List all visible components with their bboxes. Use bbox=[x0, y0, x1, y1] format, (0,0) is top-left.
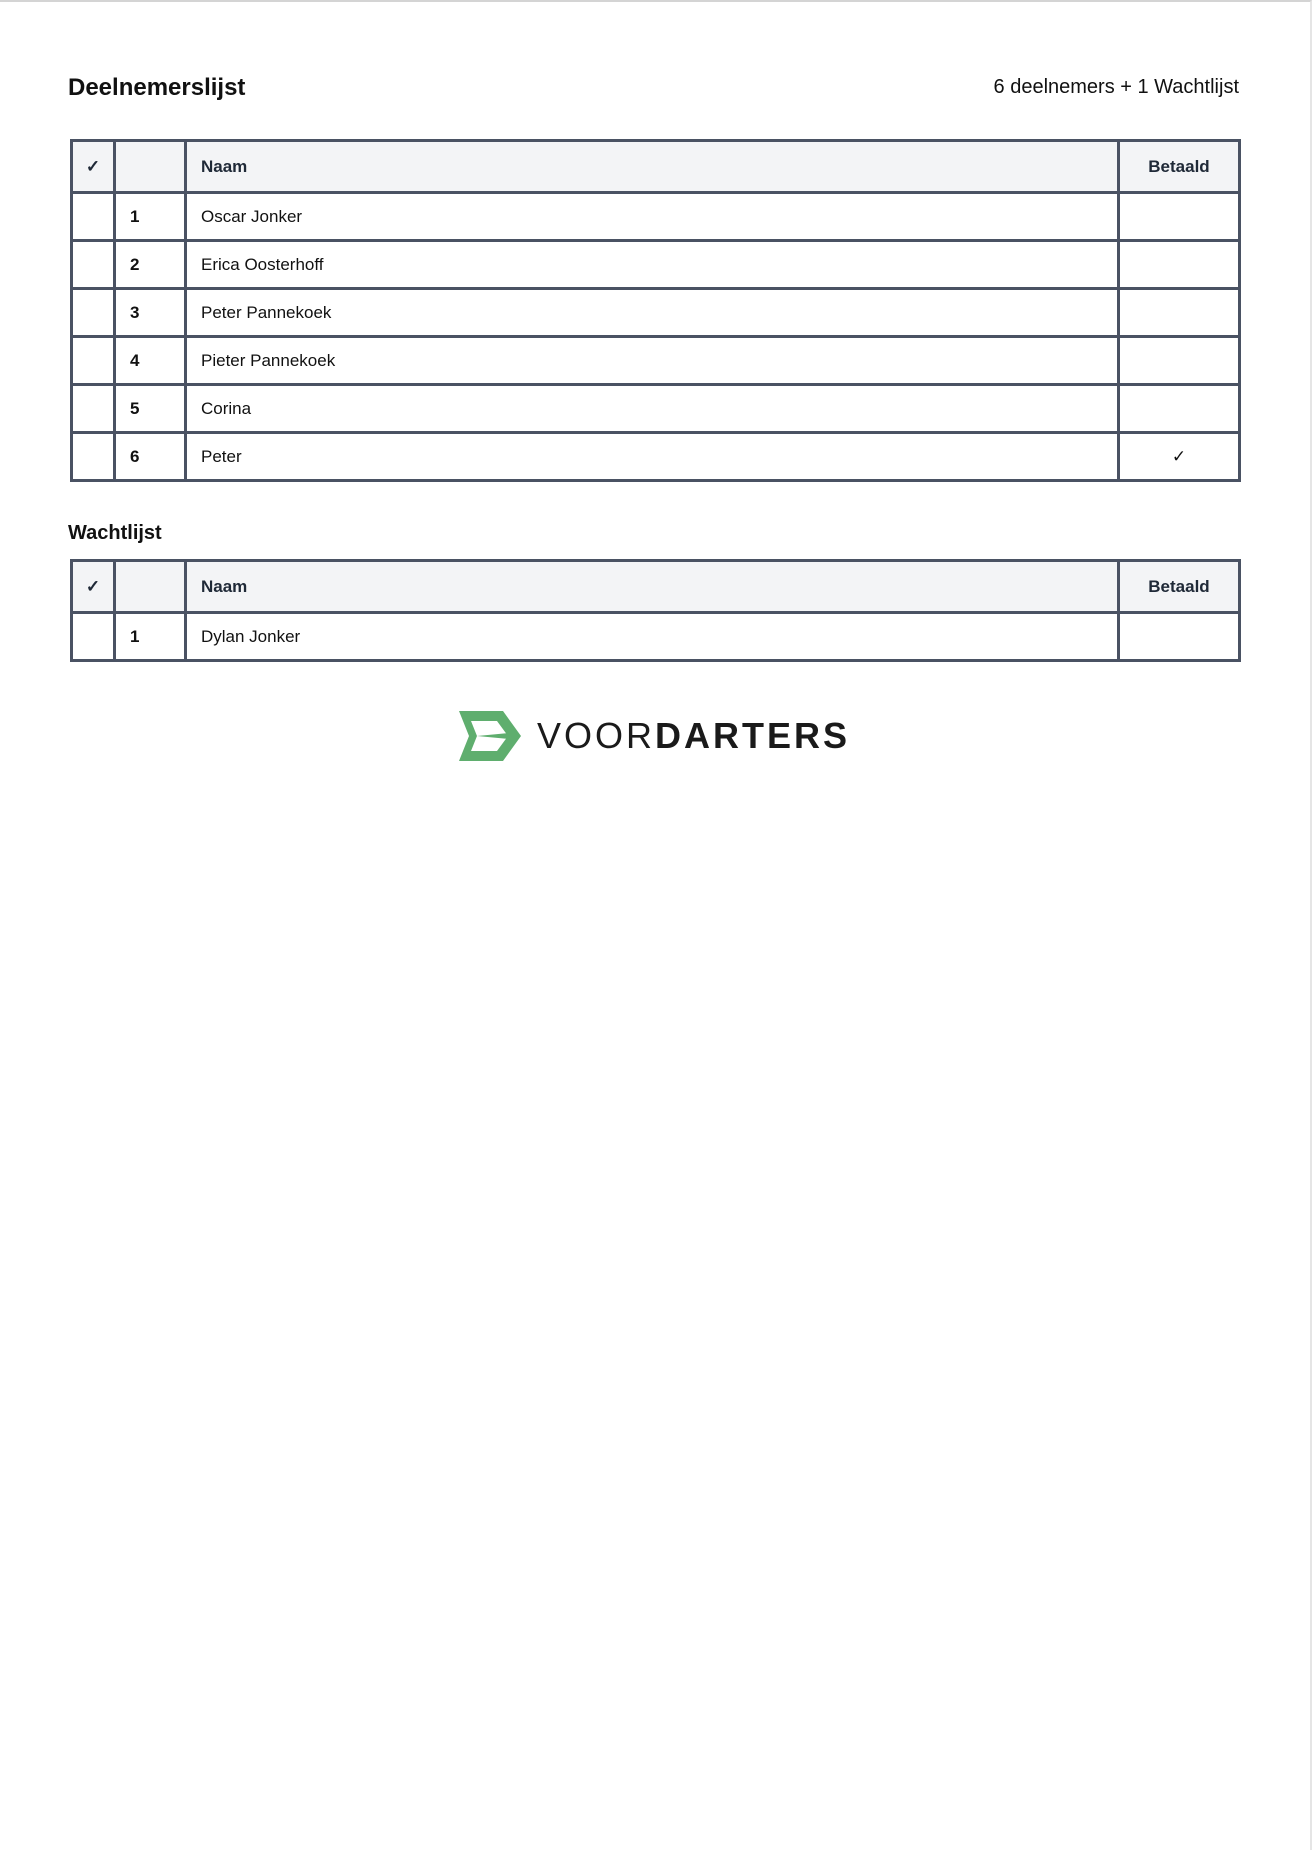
number-column-header bbox=[115, 561, 186, 613]
page-title: Deelnemerslijst bbox=[68, 74, 246, 101]
name-cell: Erica Oosterhoff bbox=[186, 241, 1119, 289]
name-cell: Dylan Jonker bbox=[186, 613, 1119, 661]
name-column-header: Naam bbox=[186, 141, 1119, 193]
number-cell: 5 bbox=[115, 385, 186, 433]
logo-text-bold: DARTERS bbox=[655, 715, 851, 756]
logo-text bbox=[537, 715, 850, 757]
check-cell bbox=[72, 337, 115, 385]
number-cell: 2 bbox=[115, 241, 186, 289]
table-row bbox=[72, 613, 1240, 661]
check-cell bbox=[72, 385, 115, 433]
check-column-header: ✓ bbox=[72, 141, 115, 193]
waitlist-table bbox=[70, 559, 1241, 662]
check-cell bbox=[72, 289, 115, 337]
number-cell: 1 bbox=[115, 193, 186, 241]
table-row bbox=[72, 337, 1240, 385]
check-column-header: ✓ bbox=[72, 561, 115, 613]
paid-cell bbox=[1119, 337, 1240, 385]
name-column-header: Naam bbox=[186, 561, 1119, 613]
name-cell: Peter bbox=[186, 433, 1119, 481]
paid-cell bbox=[1119, 289, 1240, 337]
dart-logo-icon bbox=[457, 709, 523, 763]
paid-cell bbox=[1119, 241, 1240, 289]
number-cell: 1 bbox=[115, 613, 186, 661]
name-cell: Pieter Pannekoek bbox=[186, 337, 1119, 385]
table-row bbox=[72, 433, 1240, 481]
paid-cell: ✓ bbox=[1119, 433, 1240, 481]
paid-cell bbox=[1119, 613, 1240, 661]
voordarters-logo bbox=[457, 709, 850, 763]
name-cell: Oscar Jonker bbox=[186, 193, 1119, 241]
name-cell: Corina bbox=[186, 385, 1119, 433]
waitlist-title: Wachtlijst bbox=[68, 522, 162, 544]
number-cell: 4 bbox=[115, 337, 186, 385]
check-cell bbox=[72, 193, 115, 241]
table-row bbox=[72, 193, 1240, 241]
check-cell bbox=[72, 613, 115, 661]
participants-table bbox=[70, 139, 1241, 482]
paid-cell bbox=[1119, 385, 1240, 433]
table-row bbox=[72, 289, 1240, 337]
name-cell: Peter Pannekoek bbox=[186, 289, 1119, 337]
check-cell bbox=[72, 241, 115, 289]
paid-cell bbox=[1119, 193, 1240, 241]
number-column-header bbox=[115, 141, 186, 193]
paid-column-header: Betaald bbox=[1119, 561, 1240, 613]
number-cell: 3 bbox=[115, 289, 186, 337]
paid-column-header: Betaald bbox=[1119, 141, 1240, 193]
participant-count: 6 deelnemers + 1 Wachtlijst bbox=[993, 76, 1239, 98]
table-row bbox=[72, 385, 1240, 433]
number-cell: 6 bbox=[115, 433, 186, 481]
logo-text-light: VOOR bbox=[537, 715, 656, 756]
table-row bbox=[72, 241, 1240, 289]
check-cell bbox=[72, 433, 115, 481]
